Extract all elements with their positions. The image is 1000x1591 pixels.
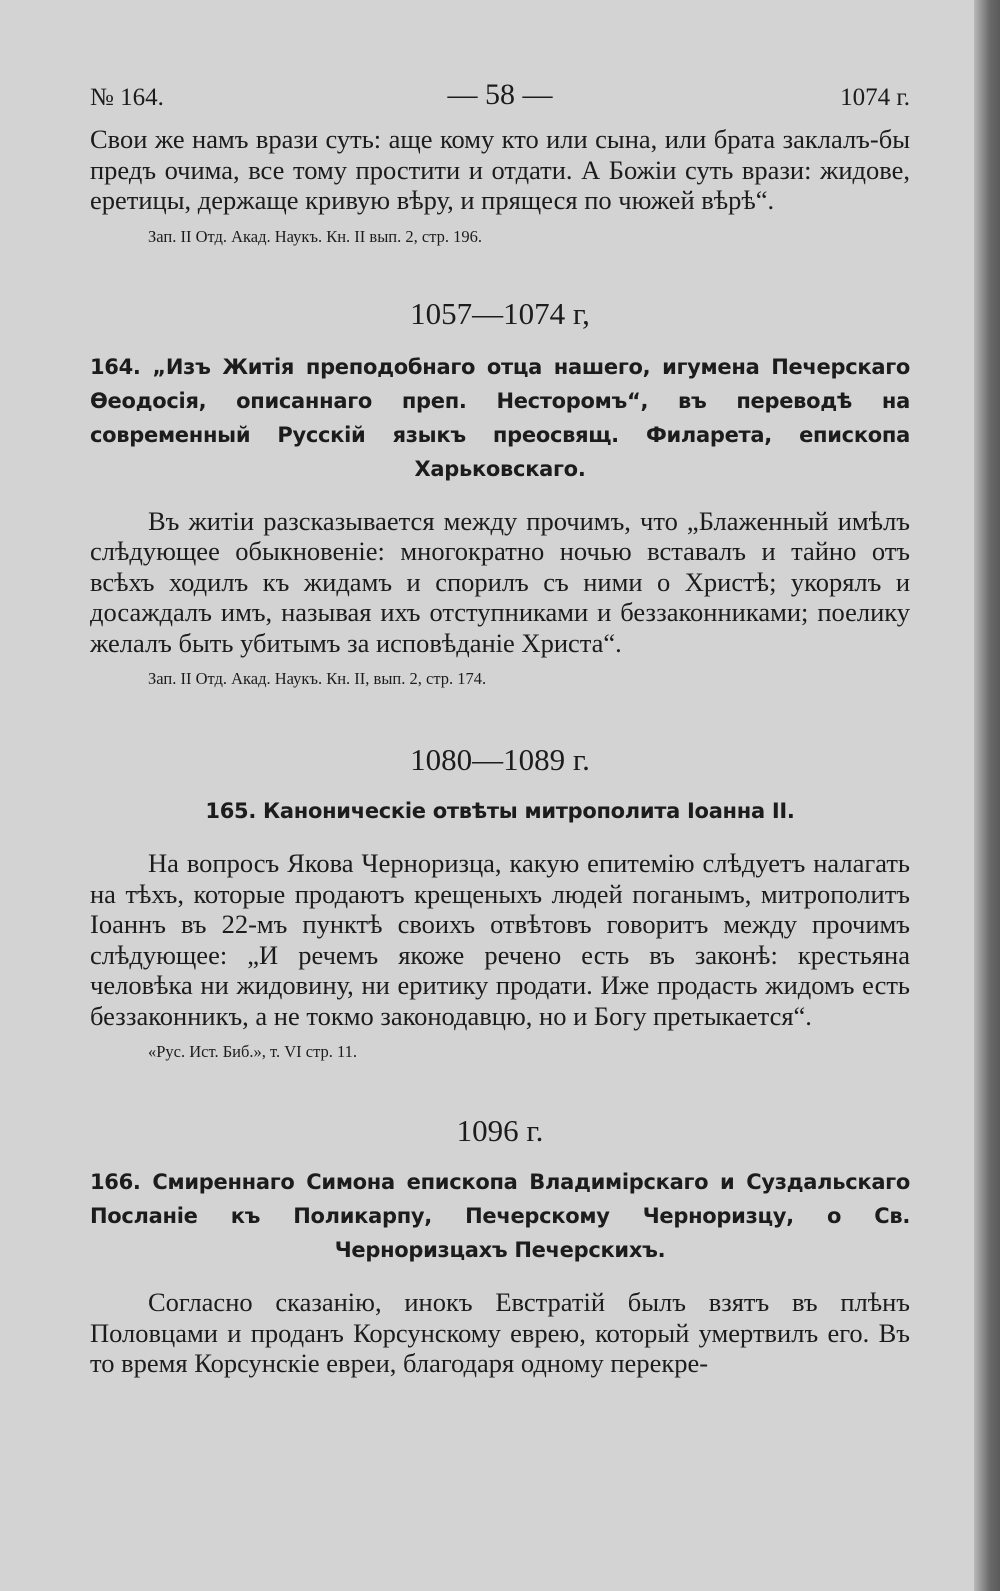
source-reference: Зап. II Отд. Акад. Наукъ. Кн. II вып. 2, стр. 196. [148,226,482,246]
book-spine-shadow [974,0,1000,1591]
source-reference: «Рус. Ист. Биб.», т. VI стр. 11. [148,1042,358,1061]
paragraph-entry-166: Согласно сказанію, инокъ Евстратій былъ взятъ въ плѣнъ Половцами и проданъ Корсунскому еврею, который умертвилъ его. Въ то время Корсунскіе евреи, благодаря одному перекре- [90,1287,910,1378]
section-date: 1057—1074 г, [410,295,590,331]
paragraph-quote-end: Свои же намъ врази суть: аще кому кто или сына, или брата заклалъ-бы предъ очима, все тому простити и отдати. А Божіи суть врази: жидове, еретицы, держаще кривую вѣру, и прящеся по чюжей вѣрѣ“. [90,124,910,215]
section-date: 1096 г. [456,1113,544,1148]
source-reference: Зап. II Отд. Акад. Наукъ. Кн. II, вып. 2, стр. 174. [148,669,487,688]
page-content [90,78,910,1379]
paragraph-entry-164: Въ житіи разсказывается между прочимъ, что „Блаженный имѣлъ слѣдующее обыкновеніе: многократно ночью вставалъ и тайно отъ всѣхъ ходилъ къ жидамъ и спорилъ съ ними о Христѣ; укорялъ и досаждалъ имъ, называя ихъ отступниками и беззаконниками; поелику желалъ быть убитымъ за исповѣданіе Христа“. [90,505,910,658]
page-number: — 58 — [447,78,553,111]
entry-heading-165: 165. Каноническіе отвѣты митрополита Іоанна II. [205,799,795,823]
section-date: 1080—1089 г. [410,742,590,777]
header-year: 1074 г. [840,84,910,111]
entry-heading-164: 164. „Изъ Житія преподобнаго отца нашего, игумена Печерскаго Ѳеодосія, описаннаго преп. Несторомъ“, въ переводѣ на современный Русскій языкъ преосвящ. Филарета, епископа Харьковскаго. [90,354,910,481]
paragraph-entry-165: На вопросъ Якова Черноризца, какую епитемію слѣдуетъ налагать на тѣхъ, которые продаютъ крещеныхъ людей поганымъ, митрополитъ Іоаннъ въ 22-мъ пунктѣ своихъ отвѣтовъ говоритъ между прочимъ слѣдующее: „И речемъ якоже речено есть въ законѣ: крестьяна человѣка ни жидовину, ни еритику продати. Иже продасть жидомъ есть беззаконникъ, а не токмо законодавцю, но и Богу претыкается“. [90,848,910,1031]
entry-number: № 164. [90,84,164,111]
entry-heading-166: 166. Смиреннаго Симона епископа Владимірскаго и Суздальскаго Посланіе къ Поликарпу, Печерскому Черноризцу, о Св. Черноризцахъ Печерскихъ. [90,1170,910,1262]
running-head [90,78,910,118]
